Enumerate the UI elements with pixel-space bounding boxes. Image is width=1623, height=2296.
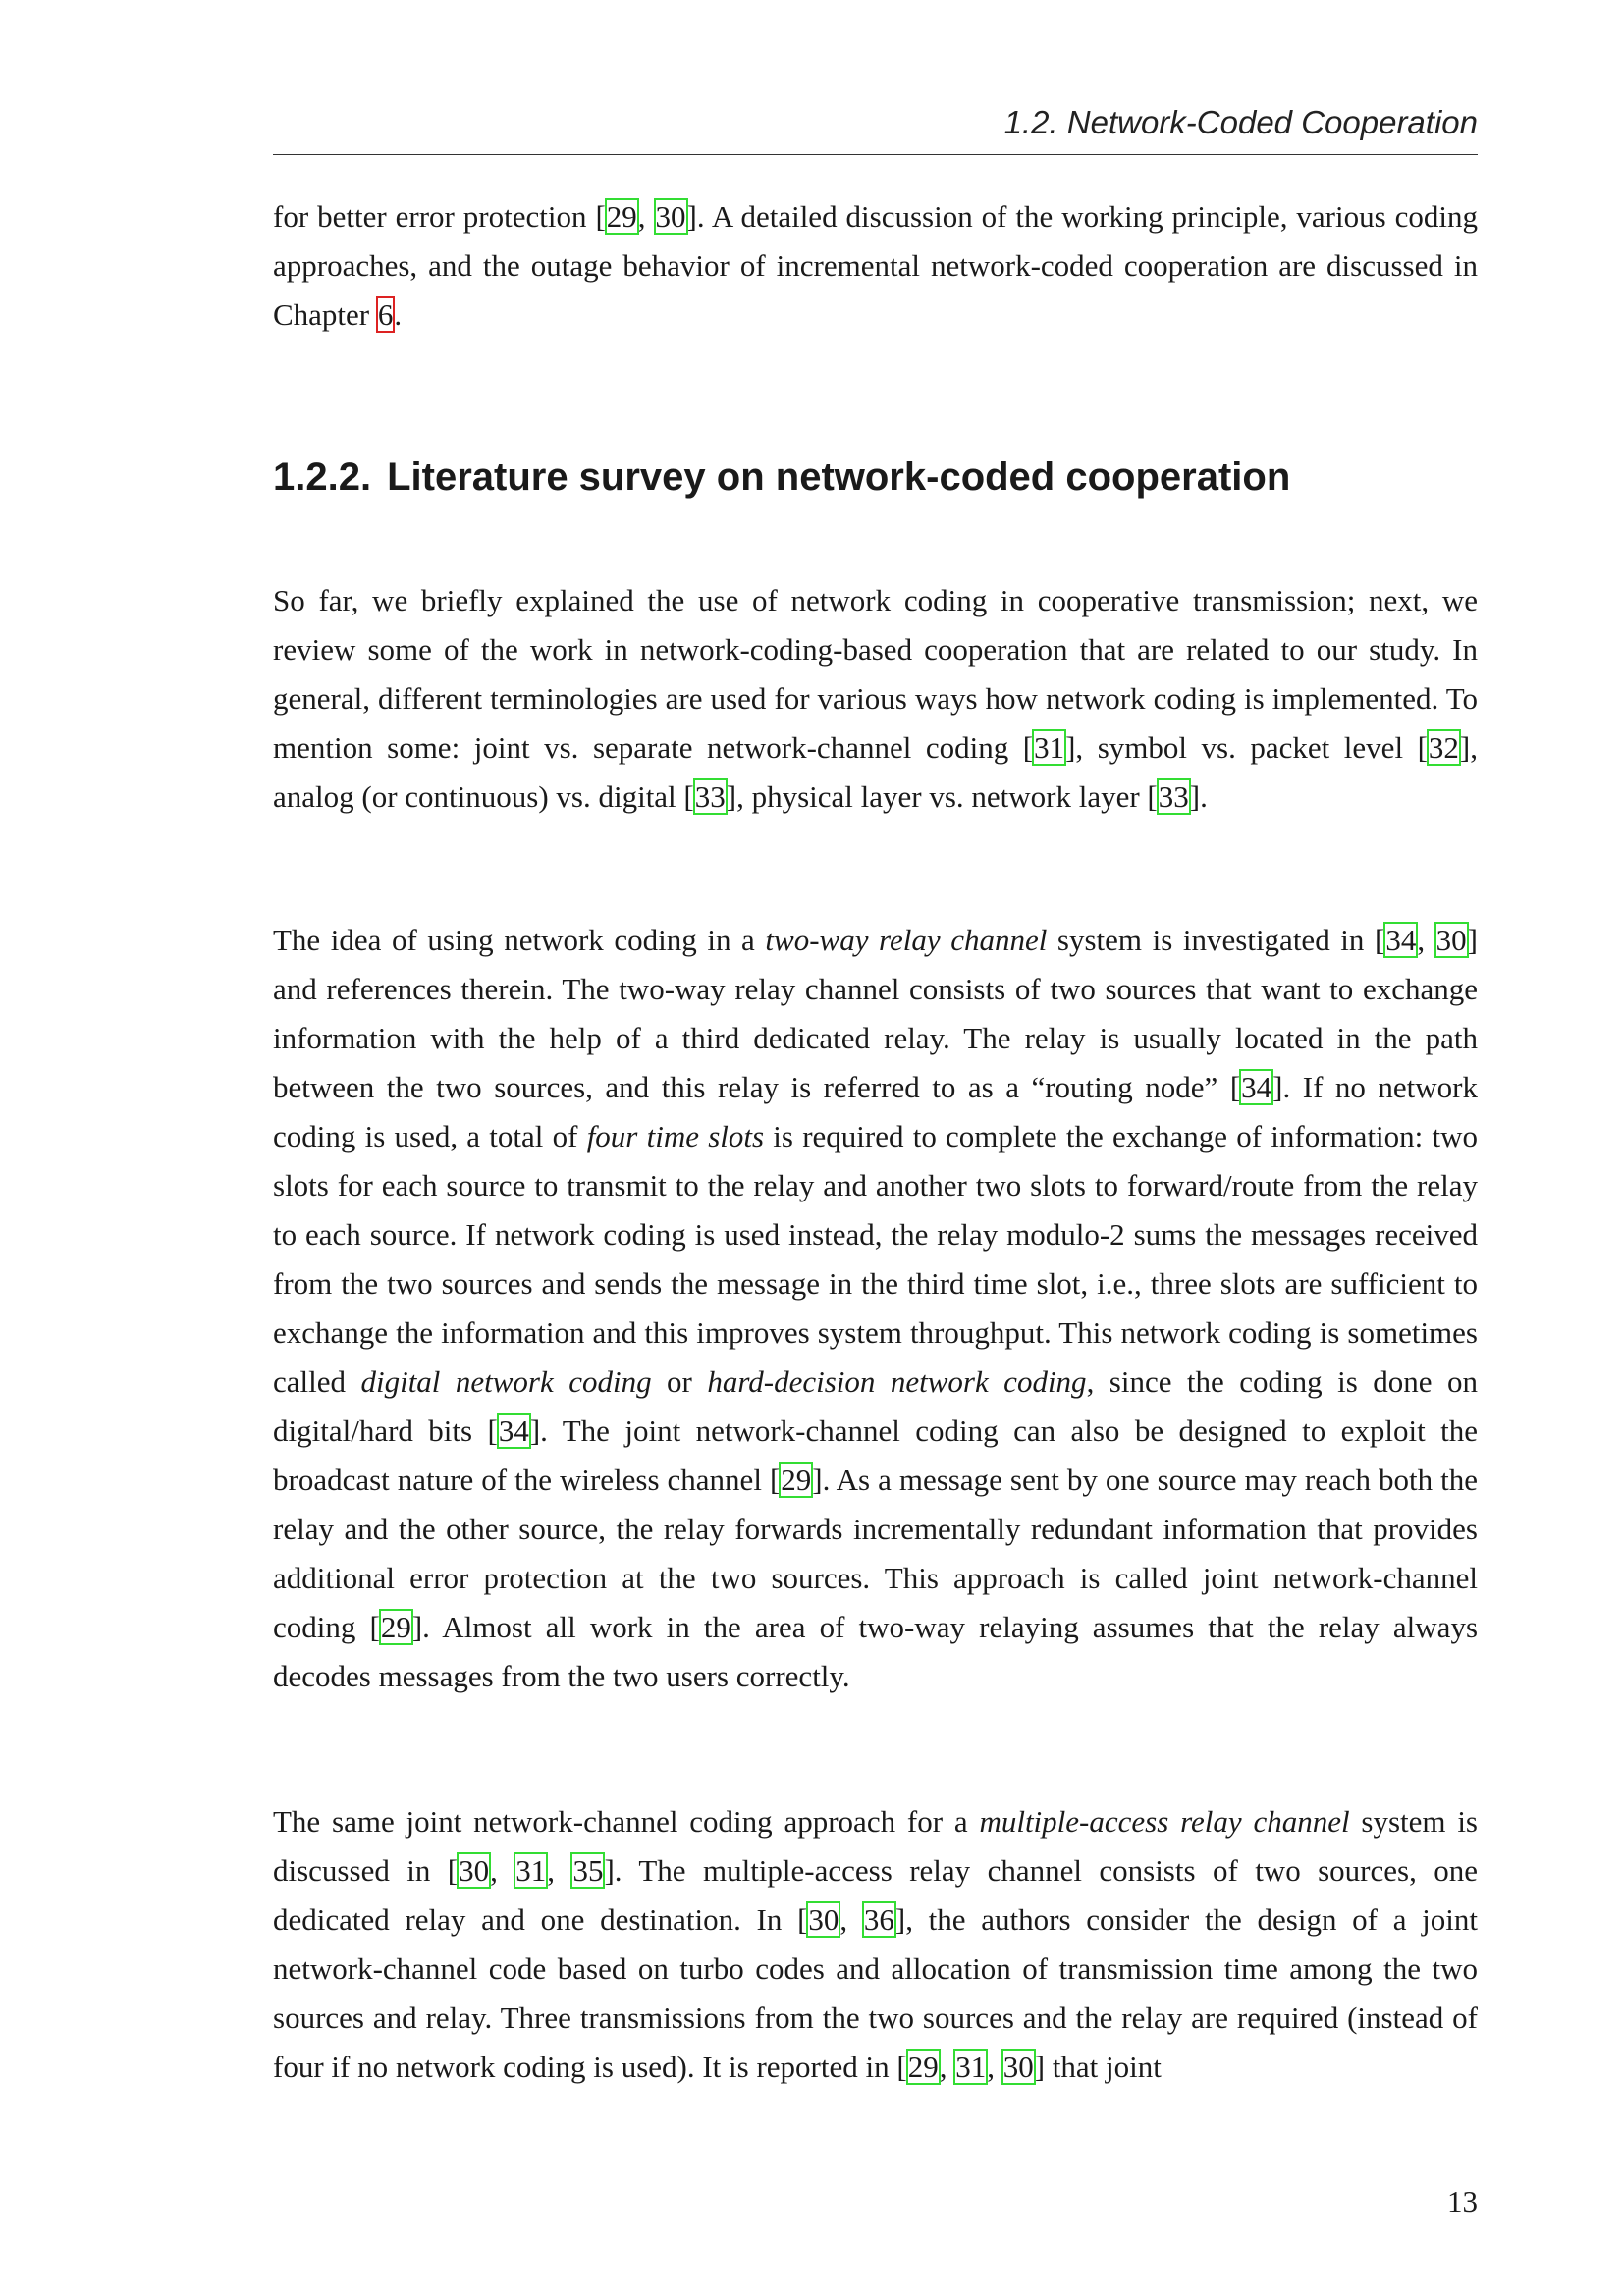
paragraph-intro-continuation bbox=[273, 192, 1478, 340]
text-run: ]. As a message sent by one source may reach both the relay and the other source, the relay forwards incrementally redundant information that provides additional error protection at the two sources. This approach is called joint network-channel coding [ bbox=[273, 1463, 1478, 1644]
text-run: , bbox=[939, 2050, 955, 2084]
citation-link[interactable]: 29 bbox=[781, 1463, 812, 1497]
text-run: ]. The joint network-channel coding can also be designed to exploit the broadcast nature of the wireless channel [ bbox=[273, 1414, 1478, 1497]
citation-link[interactable]: 29 bbox=[380, 1610, 411, 1644]
text-run: , since the coding is done on digital/hard bits [ bbox=[273, 1364, 1478, 1448]
text-run: is required to complete the exchange of information: two slots for each source to transmit to the relay and another two slots to forward/route from the relay to each source. If network coding is used instead, the relay modulo-2 sums the messages received from the two sources and sends the message in the third time slot, i.e., three slots are sufficient to exchange the information and this improves system throughput. This network coding is sometimes called bbox=[273, 1119, 1479, 1399]
text-run: The same joint network-channel coding approach for a bbox=[273, 1804, 980, 1839]
paragraph-terminology bbox=[273, 576, 1478, 822]
emphasis-term: hard-decision network coding bbox=[707, 1364, 1087, 1399]
text-run: , bbox=[547, 1853, 572, 1888]
text-run: ], physical layer vs. network layer [ bbox=[726, 779, 1158, 814]
citation-link[interactable]: 33 bbox=[1158, 779, 1189, 814]
chapter-reference-link[interactable]: 6 bbox=[377, 297, 394, 332]
text-run: ], symbol vs. packet level [ bbox=[1065, 730, 1428, 765]
citation-link[interactable]: 31 bbox=[515, 1853, 547, 1888]
citation-link[interactable]: 29 bbox=[606, 199, 637, 234]
running-header: 1.2. Network-Coded Cooperation bbox=[1003, 104, 1478, 140]
section-number: 1.2.2. bbox=[273, 455, 372, 499]
citation-link[interactable]: 30 bbox=[1002, 2050, 1034, 2084]
citation-link[interactable]: 33 bbox=[694, 779, 726, 814]
text-run: The idea of using network coding in a bbox=[273, 923, 766, 957]
citation-link[interactable]: 30 bbox=[808, 1902, 839, 1937]
emphasis-term: multiple-access relay channel bbox=[979, 1804, 1350, 1839]
text-run: system is discussed in [ bbox=[273, 1804, 1478, 1888]
text-run: So far, we briefly explained the use of network coding in cooperative transmission; next, we review some of the work in network-coding-based cooperation that are related to our study. In general, different terminologies are used for various ways how network coding is implemented. To mention some: joint vs. separate network-channel coding [ bbox=[273, 583, 1478, 765]
text-run: , bbox=[490, 1853, 515, 1888]
citation-link[interactable]: 32 bbox=[1428, 730, 1459, 765]
text-run: ], the authors consider the design of a joint network-channel code based on turbo codes and allocation of transmission time among the two sources and relay. Three transmissions from the two sources and the relay are required (instead of four if no network coding is used). It is reported in [ bbox=[273, 1902, 1479, 2084]
text-run: or bbox=[651, 1364, 708, 1399]
citation-link[interactable]: 30 bbox=[1435, 923, 1467, 957]
citation-link[interactable]: 36 bbox=[863, 1902, 894, 1937]
text-run: ]. Almost all work in the area of two-way relaying assumes that the relay always decodes messages from the two users correctly. bbox=[273, 1610, 1479, 1693]
text-run: ] and references therein. The two-way relay channel consists of two sources that want to exchange information with the help of a third dedicated relay. The relay is usually located in the path between the two sources, and this relay is referred to as a “routing node” [ bbox=[273, 923, 1478, 1104]
citation-link[interactable]: 34 bbox=[1385, 923, 1417, 957]
text-run: , bbox=[1417, 923, 1435, 957]
text-run: ] that joint bbox=[1034, 2050, 1162, 2084]
paragraph-two-way-relay bbox=[273, 916, 1478, 1701]
text-run: . bbox=[394, 297, 403, 332]
text-run: , bbox=[637, 199, 655, 234]
text-run: , bbox=[839, 1902, 863, 1937]
header-rule bbox=[273, 154, 1478, 155]
citation-link[interactable]: 31 bbox=[1034, 730, 1065, 765]
citation-link[interactable]: 31 bbox=[955, 2050, 987, 2084]
citation-link[interactable]: 29 bbox=[907, 2050, 939, 2084]
citation-link[interactable]: 34 bbox=[498, 1414, 529, 1448]
text-run: for better error protection [ bbox=[273, 199, 606, 234]
text-run: ]. bbox=[1189, 779, 1208, 814]
emphasis-term: digital network coding bbox=[360, 1364, 652, 1399]
page-number: 13 bbox=[1447, 2184, 1478, 2218]
text-run: , bbox=[987, 2050, 1002, 2084]
text-run: ]. A detailed discussion of the working principle, various coding approaches, and the outage behavior of incremental network-coded cooperation are discussed in Chapter bbox=[273, 199, 1479, 332]
text-run: ]. The multiple-access relay channel consists of two sources, one dedicated relay and one destination. In [ bbox=[273, 1853, 1479, 1937]
text-run: ]. If no network coding is used, a total of bbox=[273, 1070, 1478, 1153]
paragraph-multiple-access bbox=[273, 1797, 1478, 2092]
emphasis-term: four time slots bbox=[586, 1119, 765, 1153]
citation-link[interactable]: 30 bbox=[655, 199, 686, 234]
citation-link[interactable]: 30 bbox=[459, 1853, 490, 1888]
section-heading bbox=[273, 452, 1478, 503]
text-run: system is investigated in [ bbox=[1047, 923, 1385, 957]
citation-link[interactable]: 34 bbox=[1241, 1070, 1272, 1104]
emphasis-term: two-way relay channel bbox=[765, 923, 1048, 957]
text-run: ], analog (or continuous) vs. digital [ bbox=[273, 730, 1478, 814]
citation-link[interactable]: 35 bbox=[572, 1853, 604, 1888]
section-title: Literature survey on network-coded cooperation bbox=[387, 455, 1291, 499]
